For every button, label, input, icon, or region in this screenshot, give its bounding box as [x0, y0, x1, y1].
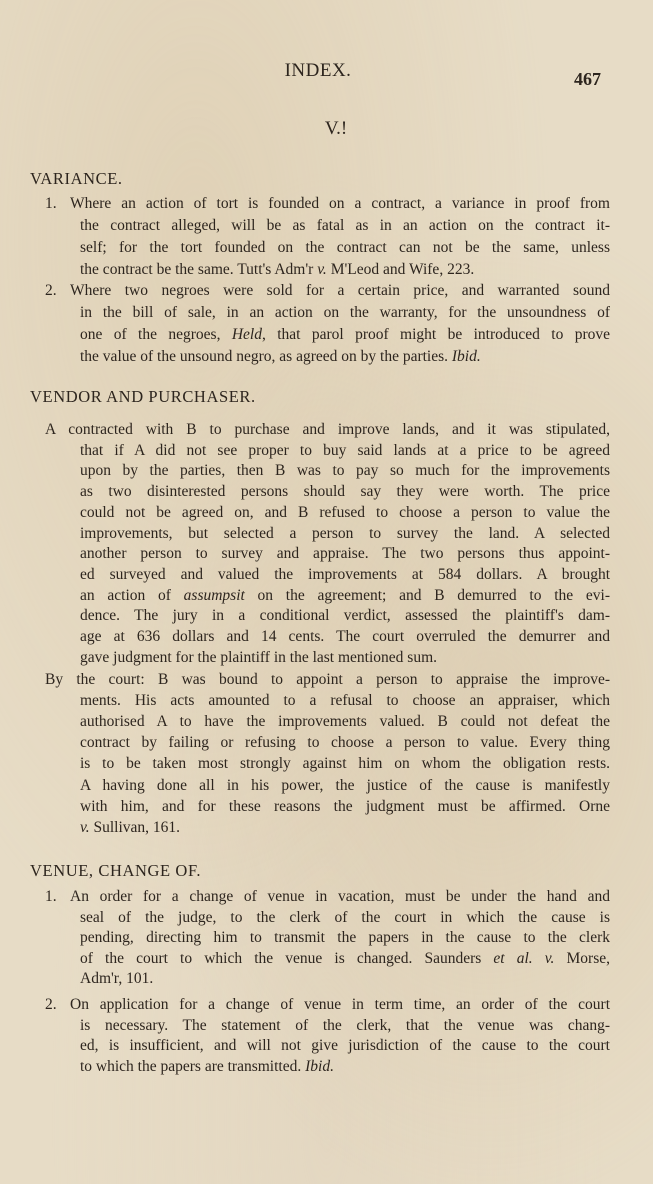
text-line: with him, and for these reasons the judgment must be affirmed. Orne: [80, 797, 610, 815]
italic-text: Held: [231, 326, 262, 343]
text-line: age at 636 dollars and 14 cents. The court overruled the demurrer and: [80, 628, 610, 645]
text-segment: on the agreement; and B demurred to the evi-: [244, 586, 610, 604]
text-segment: the contract be the same. Tutt's Adm'r: [80, 261, 318, 278]
text-segment: Sullivan, 161.: [89, 818, 181, 836]
text-line: in the bill of sale, in an action on the warranty, for the unsoundness of: [80, 304, 610, 321]
text-line: On application for a change of venue in term time, an order of the court: [70, 996, 610, 1013]
text-line: [80, 1056, 610, 1078]
text-line: [80, 817, 610, 839]
text-line: ments. His acts amounted to a refusal to choose an appraiser, which: [80, 692, 610, 710]
text-line: another person to survey and appraise. The two persons thus appoint-: [80, 545, 610, 563]
text-line: [80, 948, 610, 970]
section-heading: VARIANCE.: [30, 169, 123, 188]
entry-number: 1.: [45, 195, 57, 212]
text-line: could not be agreed on, and B refused to choose a person to value the: [80, 503, 610, 521]
text-line: [80, 259, 610, 281]
text-line: ed, is insufficient, and will not give jurisdiction of the cause to the court: [80, 1037, 610, 1055]
section-heading: VENUE, CHANGE OF.: [30, 861, 202, 880]
text-line: authorised A to have the improvements valued. B could not defeat the: [80, 713, 610, 731]
text-segment: the value of the unsound negro, as agreed on by the parties.: [80, 348, 452, 365]
page-number: 467: [574, 69, 601, 89]
text-line: A contracted with B to purchase and improve lands, and it was stipulated,: [45, 421, 610, 438]
italic-text: et al. v.: [493, 949, 555, 967]
section-heading: VENDOR AND PURCHASER.: [30, 387, 256, 406]
text-line: the contract alleged, will be as fatal as in an action on the contract it-: [80, 217, 610, 234]
text-line: is necessary. The statement of the clerk, that the venue was chang-: [80, 1016, 610, 1034]
italic-text: v.: [317, 261, 327, 278]
italic-text: Ibid.: [451, 348, 481, 365]
entry-number: 2.: [45, 996, 57, 1013]
running-title: INDEX.: [284, 60, 352, 81]
text-line: is to be taken most strongly against him on whom the obligation rests.: [80, 755, 610, 773]
text-line: as two disinterested persons should say they were worth. The price: [80, 483, 610, 501]
italic-text: Ibid.: [305, 1058, 334, 1076]
text-line: ed surveyed and valued the improvements at 584 dollars. A brought: [80, 565, 610, 583]
text-line: Where two negroes were sold for a certain price, and warranted sound: [70, 282, 610, 299]
text-segment: Morse,: [554, 949, 610, 967]
text-segment: an action of: [80, 586, 184, 604]
text-segment: M'Leod and Wife, 223.: [326, 261, 475, 278]
text-line: seal of the judge, to the clerk of the court in which the cause is: [80, 908, 610, 926]
text-line: contract by failing or refusing to choose a person to value. Every thing: [80, 734, 610, 752]
text-line: Adm'r, 101.: [80, 970, 154, 988]
text-line: that if A did not see proper to buy said lands at a price to be agreed: [80, 441, 610, 459]
text-line: gave judgment for the plaintiff in the last mentioned sum.: [80, 648, 437, 666]
letter-heading: V.!: [324, 118, 348, 139]
italic-text: v.: [80, 818, 90, 836]
entry-number: 2.: [45, 282, 57, 299]
text-line: upon by the parties, then B was to pay so much for the improvements: [80, 462, 610, 480]
text-line: pending, directing him to transmit the papers in the cause to the clerk: [80, 929, 610, 947]
italic-text: assumpsit: [183, 586, 245, 604]
text-line: An order for a change of venue in vacation, must be under the hand and: [70, 888, 610, 905]
text-segment: , that parol proof might be introduced to prove: [261, 326, 610, 343]
text-line: self; for the tort founded on the contract can not be the same, unless: [80, 239, 610, 256]
text-segment: to which the papers are transmitted.: [80, 1058, 306, 1076]
text-segment: one of the negroes,: [80, 326, 232, 343]
text-line: [80, 346, 610, 368]
text-line: By the court: B was bound to appoint a person to appraise the improve-: [45, 671, 610, 688]
entry-number: 1.: [45, 888, 57, 905]
text-line: dence. The jury in a conditional verdict, assessed the plaintiff's dam-: [80, 607, 610, 625]
text-line: [80, 585, 610, 607]
text-line: [80, 324, 610, 346]
text-line: improvements, but selected a person to survey the land. A selected: [80, 524, 610, 542]
text-line: Where an action of tort is founded on a contract, a variance in proof from: [70, 195, 610, 212]
text-segment: of the court to which the venue is changed. Saunders: [80, 949, 494, 967]
text-line: A having done all in his power, the justice of the cause is manifestly: [80, 776, 610, 794]
